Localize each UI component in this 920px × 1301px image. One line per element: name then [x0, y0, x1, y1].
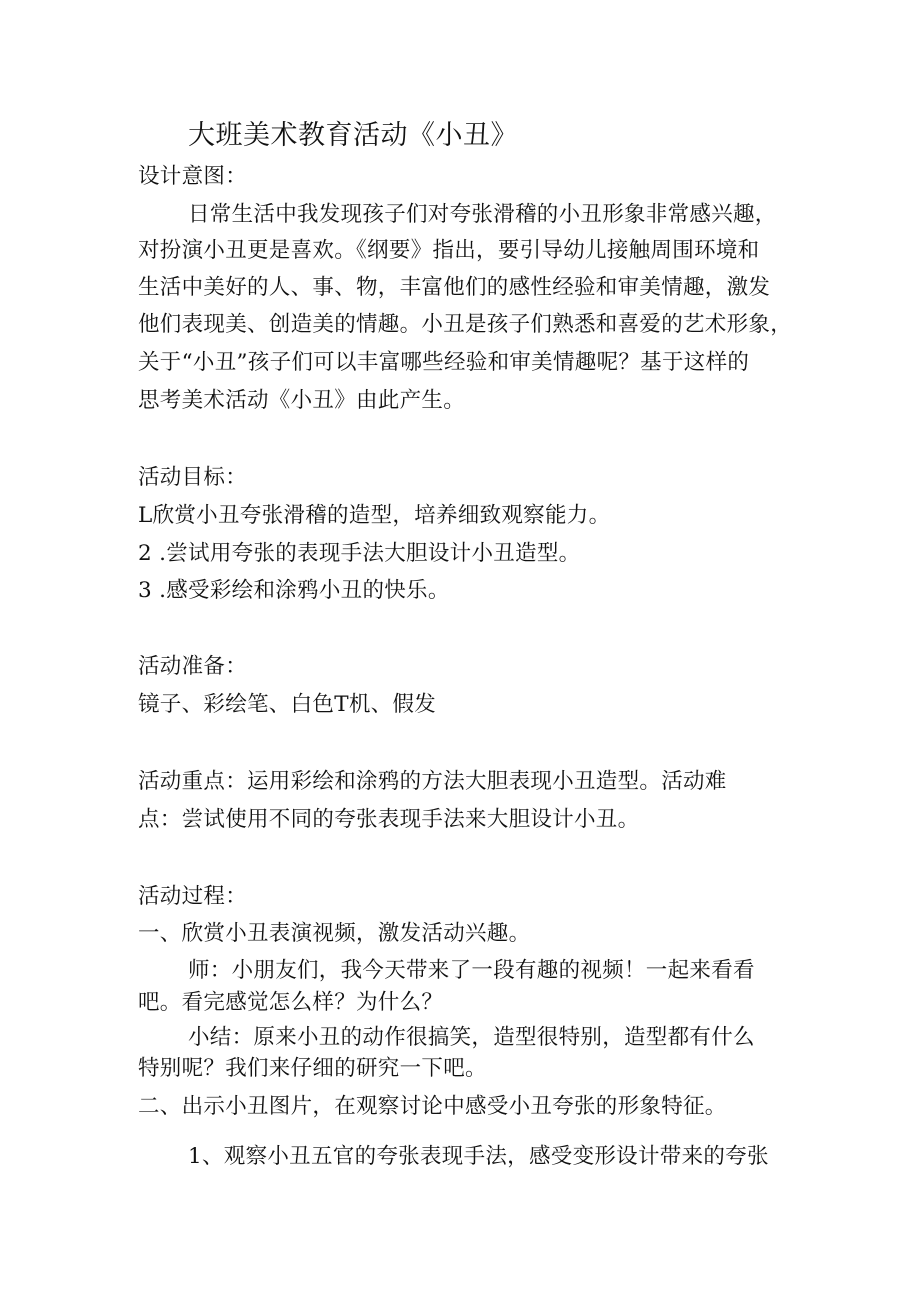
- paragraph-line: 日常生活中我发现孩子们对夸张滑稽的小丑形象非常感兴趣，: [188, 202, 777, 227]
- paragraph-line: 他们表现美、创造美的情趣。小丑是孩子们熟悉和喜爱的艺术形象，: [138, 312, 793, 337]
- document-title: 大班美术教育活动《小丑》: [188, 120, 518, 151]
- preparation-items: 镜子、彩绘笔、白色T机、假发: [138, 692, 437, 717]
- section-heading-preparation: 活动准备：: [138, 654, 248, 679]
- key-points-line: 活动重点：运用彩绘和涂鸦的方法大胆表现小丑造型。活动难: [138, 769, 727, 794]
- paragraph-line: 思考美术活动《小丑》由此产生。: [138, 388, 466, 413]
- goal-item: 2 .尝试用夸张的表现手法大胆设计小丑造型。: [138, 541, 581, 566]
- paragraph-line: 师：小朋友们，我今天带来了一段有趣的视频！一起来看看: [188, 958, 755, 983]
- paragraph-line: 1、观察小丑五官的夸张表现手法，感受变形设计带来的夸张: [188, 1144, 769, 1169]
- paragraph-line: 生活中美好的人、事、物，丰富他们的感性经验和审美情趣，激发: [138, 275, 771, 300]
- section-heading-design-intent: 设计意图：: [138, 164, 248, 189]
- section-heading-goals: 活动目标：: [138, 465, 248, 490]
- process-step: 二、出示小丑图片，在观察讨论中感受小丑夸张的形象特征。: [138, 1094, 727, 1119]
- key-points-line: 点：尝试使用不同的夸张表现手法来大胆设计小丑。: [138, 807, 640, 832]
- paragraph-line: 吧。看完感觉怎么样？为什么？: [138, 990, 444, 1015]
- process-step: 一、欣赏小丑表演视频，激发活动兴趣。: [138, 921, 531, 946]
- section-heading-process: 活动过程：: [138, 884, 248, 909]
- paragraph-line: 特别呢？我们来仔细的研究一下吧。: [138, 1056, 487, 1081]
- paragraph-line: 对扮演小丑更是喜欢。《纲要》指出，要引导幼儿接触周围环境和: [138, 238, 760, 263]
- goal-item: L欣赏小丑夸张滑稽的造型，培养细致观察能力。: [138, 503, 611, 528]
- paragraph-line: 关于“小丑”孩子们可以丰富哪些经验和审美情趣呢？基于这样的: [138, 350, 750, 375]
- goal-item: 3 .感受彩绘和涂鸦小丑的快乐。: [138, 578, 450, 603]
- paragraph-line: 小结：原来小丑的动作很搞笑，造型很特别，造型都有什么: [188, 1025, 755, 1050]
